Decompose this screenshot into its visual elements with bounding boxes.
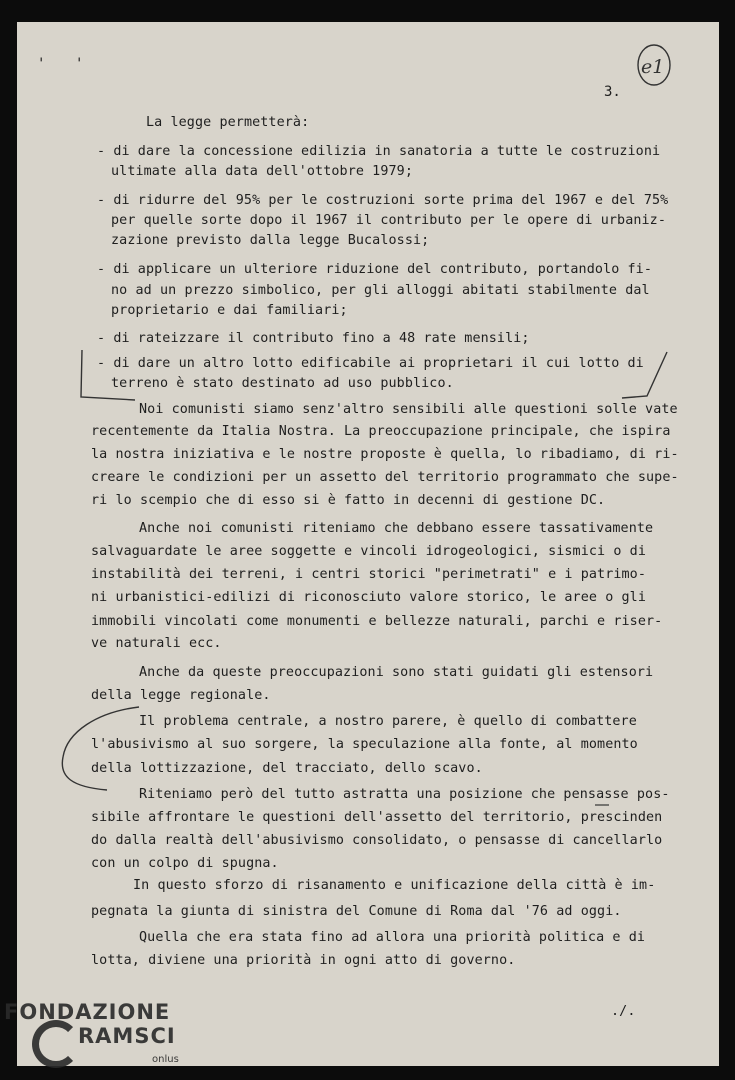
text-line: In questo sforzo di risanamento e unificazione della città è im- xyxy=(133,878,656,893)
text-line: ri lo scempio che di esso si è fatto in decenni di gestione DC. xyxy=(91,493,606,508)
continuation-mark: ./. xyxy=(611,1004,636,1019)
annotation-text: e1 xyxy=(641,56,665,78)
bracket-left xyxy=(81,350,135,400)
text-line: Noi comunisti siamo senz'altro sensibili alle questioni solle vate xyxy=(139,402,678,417)
text-line: do dalla realtà dell'abusivismo consolidato, o pensasse di cancellarlo xyxy=(91,833,663,848)
text-line: terreno è stato destinato ad uso pubblico. xyxy=(111,376,454,391)
text-line: instabilità dei terreni, i centri storici "perimetrati" e i patrimo- xyxy=(91,567,647,582)
text-line: creare le condizioni per un assetto del territorio programmato che supe- xyxy=(91,470,679,485)
text-line: - di applicare un ulteriore riduzione del contributo, portandolo fi- xyxy=(97,262,653,277)
text-line: - di rateizzare il contributo fino a 48 rate mensili; xyxy=(97,331,530,346)
fondazione-gramsci-watermark: FONDAZIONE RAMSCI onlus xyxy=(4,1000,170,1024)
text-line: della legge regionale. xyxy=(91,688,271,703)
text-line: Riteniamo però del tutto astratta una posizione che pensasse pos- xyxy=(139,787,670,802)
page-number: 3. xyxy=(604,84,621,100)
text-line: Anche da queste preoccupazioni sono stati guidati gli estensori xyxy=(139,665,654,680)
text-line: per quelle sorte dopo il 1967 il contributo per le opere di urbaniz- xyxy=(111,213,667,228)
text-line: Anche noi comunisti riteniamo che debbano essere tassativamente xyxy=(139,521,654,536)
bracket-right xyxy=(622,352,667,398)
text-line: - di dare la concessione edilizia in sanatoria a tutte le costruzioni xyxy=(97,144,661,159)
text-line: pegnata la giunta di sinistra del Comune di Roma dal '76 ad oggi. xyxy=(91,904,622,919)
text-line: ve naturali ecc. xyxy=(91,636,222,651)
text-line: salvaguardate le aree soggette e vincoli idrogeologici, sismici o di xyxy=(91,544,647,559)
text-line: l'abusivismo al suo sorgere, la speculazione alla fonte, al momento xyxy=(91,737,638,752)
text-line: Quella che era stata fino ad allora una priorità politica e di xyxy=(139,930,646,945)
text-line: - di dare un altro lotto edificabile ai proprietari il cui lotto di xyxy=(97,356,644,371)
text-line: no ad un prezzo simbolico, per gli alloggi abitati stabilmente dal xyxy=(111,283,650,298)
text-line: ultimate alla data dell'ottobre 1979; xyxy=(111,164,413,179)
text-line: immobili vincolati come monumenti e bellezze naturali, parchi e riser- xyxy=(91,614,663,629)
handwritten-marks xyxy=(17,22,719,1066)
paragraph-bracket xyxy=(62,707,139,790)
text-line: zazione previsto dalla legge Bucalossi; xyxy=(111,233,430,248)
text-line: Il problema centrale, a nostro parere, è quello di combattere xyxy=(139,714,637,729)
text-line: con un colpo di spugna. xyxy=(91,856,279,871)
text-line: recentemente da Italia Nostra. La preoccupazione principale, che ispira xyxy=(91,424,671,439)
stray-mark: ' xyxy=(75,56,84,72)
text-line: la nostra iniziativa e le nostre proposte è quella, lo ribadiamo, di ri- xyxy=(91,447,679,462)
document-page xyxy=(17,22,719,1066)
text-line: della lottizzazione, del tracciato, dello scavo. xyxy=(91,761,483,776)
text-line: La legge permetterà: xyxy=(146,115,310,130)
stray-mark: ' xyxy=(37,56,46,72)
text-line: ni urbanistici-edilizi di riconosciuto valore storico, le aree o gli xyxy=(91,590,647,605)
text-line: sibile affrontare le questioni dell'assetto del territorio, prescinden xyxy=(91,810,663,825)
text-line: proprietario e dai familiari; xyxy=(111,303,348,318)
text-line: - di ridurre del 95% per le costruzioni sorte prima del 1967 e del 75% xyxy=(97,193,669,208)
gramsci-g-logo xyxy=(32,1020,80,1068)
text-line: lotta, diviene una priorità in ogni atto di governo. xyxy=(91,953,516,968)
